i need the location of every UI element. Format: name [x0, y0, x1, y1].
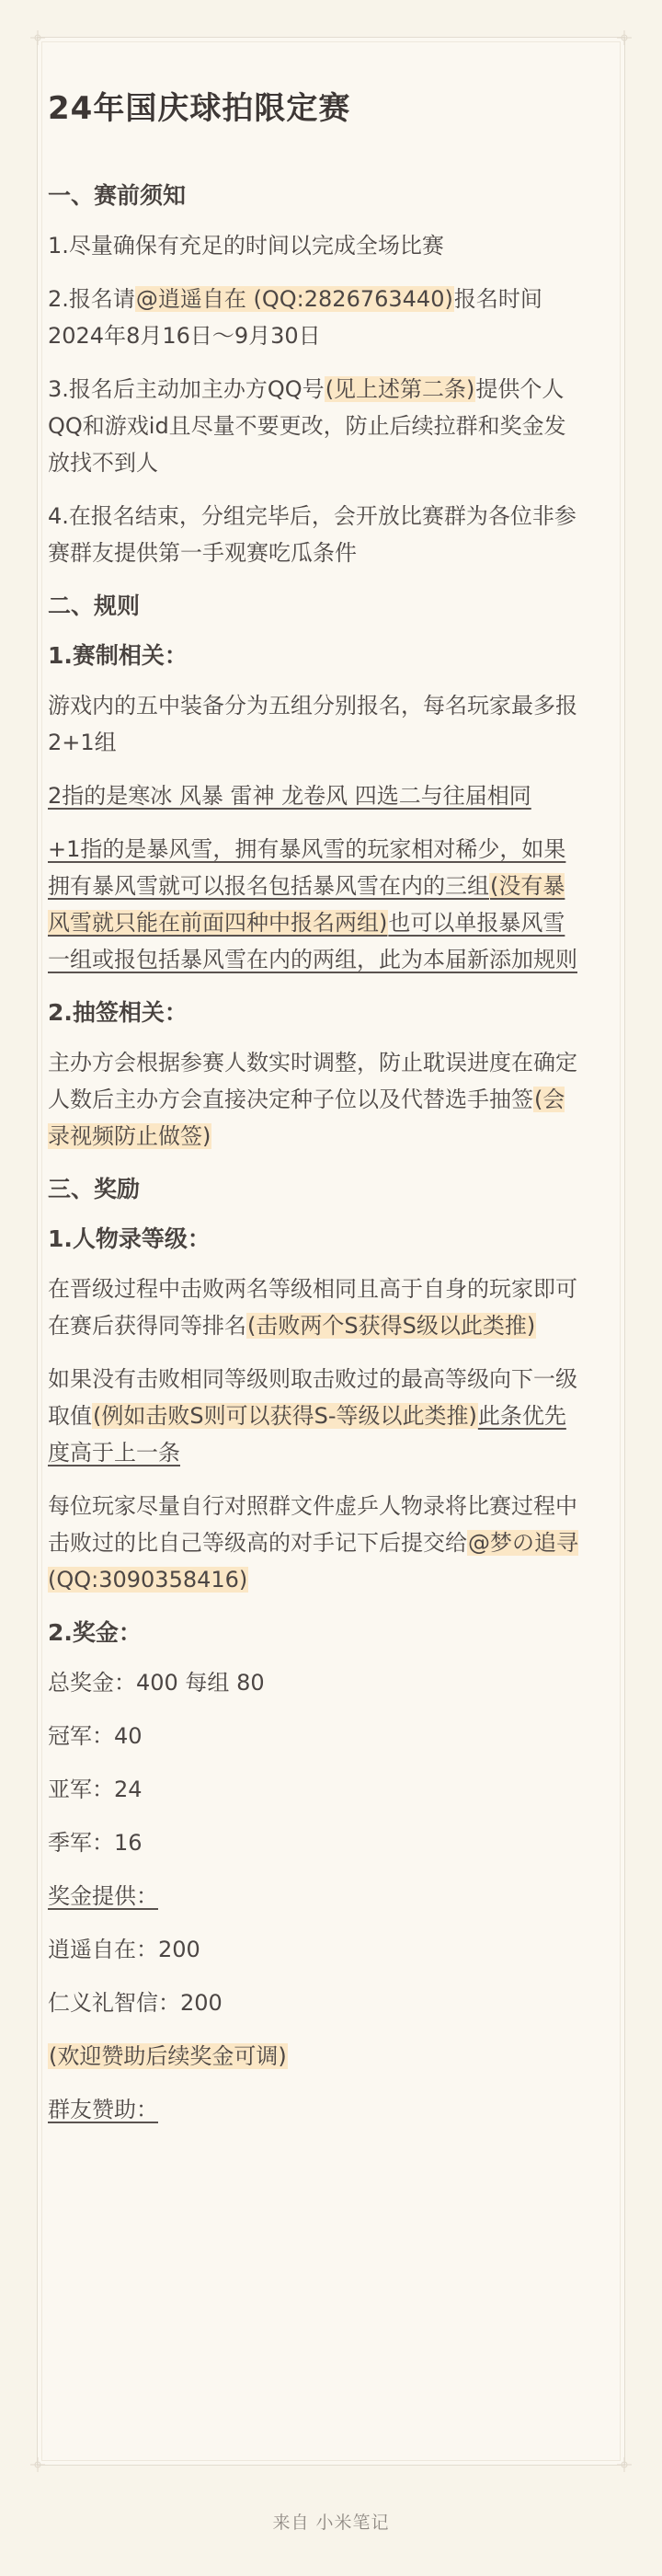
underlined-paragraph: 2指的是寒冰 风暴 雷神 龙卷风 四选二与往届相同 [48, 783, 531, 809]
paragraph [48, 1361, 581, 1471]
corner-ornament-icon [616, 2456, 633, 2473]
highlight-note: (击败两个S获得S级以此类推) [247, 1313, 536, 1339]
section-heading-pre-match: 一、赛前须知 [48, 182, 187, 209]
paragraph: 游戏内的五中装备分为五组分别报名，每名玩家最多报2+1组 [48, 693, 577, 755]
paragraph: 4.在报名结束，分组完毕后，会开放比赛群为各位非参赛群友提供第一手观赛吃瓜条件 [48, 503, 576, 566]
underlined-paragraph [48, 831, 581, 978]
corner-ornament-icon [616, 29, 633, 46]
paragraph [48, 371, 581, 481]
highlight-note: (会录视频防止做签) [48, 1087, 565, 1149]
paragraph [48, 281, 581, 354]
text: 3.报名后主动加主办方QQ号 [48, 376, 325, 402]
corner-ornament-icon [29, 29, 46, 46]
note-content [48, 83, 581, 2145]
paragraph [48, 1271, 581, 1344]
sponsor-item: 逍遥自在：200 [48, 1937, 200, 1962]
paragraph [48, 1488, 581, 1598]
highlight-note: (没有暴风雪就只能在前面四种中报名两组) [48, 873, 565, 936]
subheading-rank: 1.人物录等级： [48, 1225, 211, 1252]
underlined-text: 奖金提供： [48, 1883, 158, 1909]
highlight-note: (欢迎赞助后续奖金可调) [49, 2043, 287, 2069]
subheading-format: 1.赛制相关： [48, 642, 188, 669]
text: +1指的是暴风雪，拥有暴风雪的玩家相对稀少，如果拥有暴风雪就可以报名包括暴风雪在内的三组 [48, 836, 566, 899]
text: 如果没有击败相同等级则取击败过的最高等级向下一级取值 [48, 1366, 577, 1429]
corner-ornament-icon [29, 2456, 46, 2473]
prize-champion: 冠军：40 [48, 1723, 143, 1749]
highlight-contact: @梦の追寻(QQ:3090358416) [48, 1530, 578, 1593]
text: 主办方会根据参赛人数实时调整，防止耽误进度在确定人数后主办方会直接决定种子位以及代替选手抽签 [48, 1050, 577, 1112]
prize-runner-up: 亚军：24 [48, 1777, 143, 1802]
highlight-note: (见上述第二条) [325, 376, 475, 402]
subheading-draw: 2.抽签相关： [48, 999, 188, 1026]
note-title: 24年国庆球拍限定赛 [48, 90, 351, 127]
text: 提供个人QQ和游戏id且尽量不要更改，防止后续拉群和奖金发放找不到人 [48, 376, 566, 476]
section-heading-rules: 二、规则 [48, 592, 141, 619]
highlight-note: (例如击败S则可以获得S-等级以此类推) [93, 1403, 477, 1429]
text: 报名时间2024年8月16日～9月30日 [48, 286, 542, 349]
prize-third: 季军：16 [48, 1830, 143, 1856]
text: 2.报名请 [48, 286, 135, 312]
sponsor-item: 仁义礼智信：200 [48, 1990, 223, 2016]
footer-source: 来自 小米笔记 [272, 2513, 390, 2533]
text: 也可以单报暴风雪一组或报包括暴风雪在内的两组，此为本届新添加规则 [48, 910, 577, 972]
sponsor-heading [48, 1878, 581, 1915]
section-heading-rewards: 三、奖励 [48, 1176, 141, 1202]
paragraph [48, 1044, 581, 1155]
subheading-prize: 2.奖金： [48, 1619, 142, 1646]
underlined-text: 群友赞助： [48, 2097, 158, 2122]
paragraph: 1.尽量确保有充足的时间以完成全场比赛 [48, 233, 444, 259]
prize-total: 总奖金：400 每组 80 [48, 1670, 265, 1696]
highlight-contact: @逍遥自在 (QQ:2826763440) [135, 286, 453, 312]
group-sponsor-heading [48, 2091, 581, 2128]
text: 每位玩家尽量自行对照群文件虚乒人物录将比赛过程中击败过的比自己等级高的对手记下后提交给 [48, 1493, 577, 1556]
underlined-text: 此条优先度高于上一条 [48, 1403, 566, 1466]
text: 在晋级过程中击败两名等级相同且高于自身的玩家即可在赛后获得同等排名 [48, 1276, 577, 1339]
welcome-note [48, 2038, 581, 2075]
